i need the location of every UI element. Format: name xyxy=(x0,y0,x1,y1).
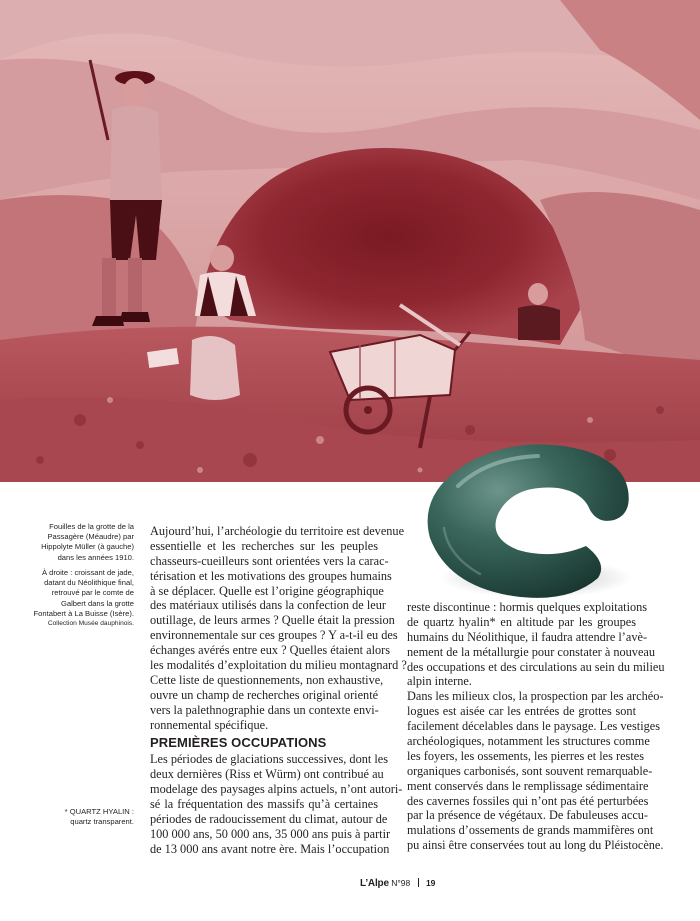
text-line: environnementale sur ces groupes ? Y a-t-il eu des xyxy=(150,628,398,643)
text-line: Cette liste de questionnements, non exhaustive, xyxy=(150,672,384,687)
caption-line: retrouvé par le comte de xyxy=(51,588,134,598)
text-line: logues est aisée car les entrées de grottes sont xyxy=(407,704,636,719)
footnote-definition: quartz transparent. xyxy=(70,817,134,827)
text-line: ment conservés dans le remplissage sédimentaire xyxy=(407,778,649,793)
caption-line: Galbert dans la grotte xyxy=(60,598,134,608)
footnote xyxy=(20,807,134,827)
caption-line: Hippolyte Müller (à gauche) xyxy=(41,542,134,552)
text-line: ronnemental spécifique. xyxy=(150,717,269,732)
photo-credit: Collection Musée dauphinois. xyxy=(47,620,134,628)
photo-caption xyxy=(20,522,134,563)
text-line: de quartz hyalin* en altitude par les groupes xyxy=(407,614,636,629)
caves-paragraph xyxy=(407,689,664,853)
caption-line: Passagère (Méaudre) par xyxy=(47,532,134,542)
section-heading: PREMIÈRES OCCUPATIONS xyxy=(150,735,327,751)
text-line: par la présence de végétaux. De fabuleuses accu- xyxy=(407,808,649,823)
body-column-1 xyxy=(150,524,407,857)
text-line: outillage, de leurs armes ? Quelle était la pression xyxy=(150,613,395,628)
caption-line: Fouilles de la grotte de la xyxy=(49,522,134,531)
text-line: modelage des paysages alpins actuels, n’ont autori- xyxy=(150,782,403,797)
caption-line: dans les années 1910. xyxy=(57,552,134,562)
text-line: des occupations et des circulations au sein du milieu xyxy=(407,659,665,674)
text-line: deux dernières (Riss et Würm) ont contribué au xyxy=(150,767,384,782)
footer-divider xyxy=(418,878,419,887)
text-line: Aujourd’hui, l’archéologie du territoire est devenue xyxy=(150,524,405,538)
page-number: 19 xyxy=(425,878,436,888)
text-line: vers la palethnographie dans un contexte envi- xyxy=(150,702,379,717)
caption-line: À droite : croissant de jade, xyxy=(41,568,134,577)
text-line: échanges avérés entre eux ? Quelles étaient alors xyxy=(150,643,391,658)
text-line: alpin interne. xyxy=(407,674,472,689)
magazine-brand: L’Alpe xyxy=(360,878,389,889)
text-line: ouvre un champ de recherches original orienté xyxy=(150,687,379,702)
text-line: sé la fréquentation des massifs qu’à certaines xyxy=(150,797,378,812)
text-line: archéologiques, notamment les structures comme xyxy=(407,734,650,749)
footnote-term: * QUARTZ HYALIN : xyxy=(64,807,134,816)
text-line: Les périodes de glaciations successives, dont les xyxy=(150,752,389,767)
text-line: périodes de radoucissement du climat, autour de xyxy=(150,812,388,827)
caption-line: datant du Néolithique final, xyxy=(44,578,134,588)
jade-crescent-image xyxy=(418,428,640,604)
text-line: organiques carbonisés, sont souvent remarquable- xyxy=(407,763,653,778)
text-line: humains du Néolithique, il faudra attendre l’avè- xyxy=(407,629,648,644)
text-line: Dans les milieux clos, la prospection par les archéo- xyxy=(407,689,664,704)
text-line: chasseurs-cueilleurs sont orientées vers la carac- xyxy=(150,553,389,568)
page-footer xyxy=(360,876,480,890)
text-line: des matériaux utilisés dans la confection de leur xyxy=(150,598,386,613)
text-line: 100 000 ans, 50 000 ans, 35 000 ans puis à partir xyxy=(150,826,391,841)
issue-number: N°98 xyxy=(391,878,411,888)
text-line: des cavernes fossiles qui n’ont pas été perturbées xyxy=(407,793,649,808)
text-line: mulations d’ossements de grands mammifères ont xyxy=(407,823,654,838)
text-line: de 13 000 ans avant notre ère. Mais l’occupation xyxy=(150,841,390,856)
text-line: facilement décelables dans le paysage. Les vestiges xyxy=(407,719,661,734)
continuation-paragraph xyxy=(407,600,665,689)
body-column-2 xyxy=(407,600,665,853)
text-line: nement de la métallurgie pour constater à nouveau xyxy=(407,644,656,659)
caption-line: Fontabert à La Buisse (Isère). xyxy=(33,608,134,618)
text-line: à se déplacer. Quelle est l’origine géographique xyxy=(150,583,384,598)
glaciation-paragraph xyxy=(150,752,403,856)
text-line: pu ainsi être conservées tout au long du Pléistocène. xyxy=(407,838,664,853)
text-line: reste discontinue : hormis quelques exploitations xyxy=(407,600,648,614)
text-line: les modalités d’exploitation du milieu montagnard ? xyxy=(150,658,407,673)
text-line: térisation et les motivations des groupes humains xyxy=(150,568,392,583)
intro-paragraph xyxy=(150,524,407,732)
jade-caption xyxy=(20,568,134,629)
text-line: essentielle et les recherches sur les peuples xyxy=(150,538,378,553)
text-line: les foyers, les ossements, les pierres et les restes xyxy=(407,748,644,763)
